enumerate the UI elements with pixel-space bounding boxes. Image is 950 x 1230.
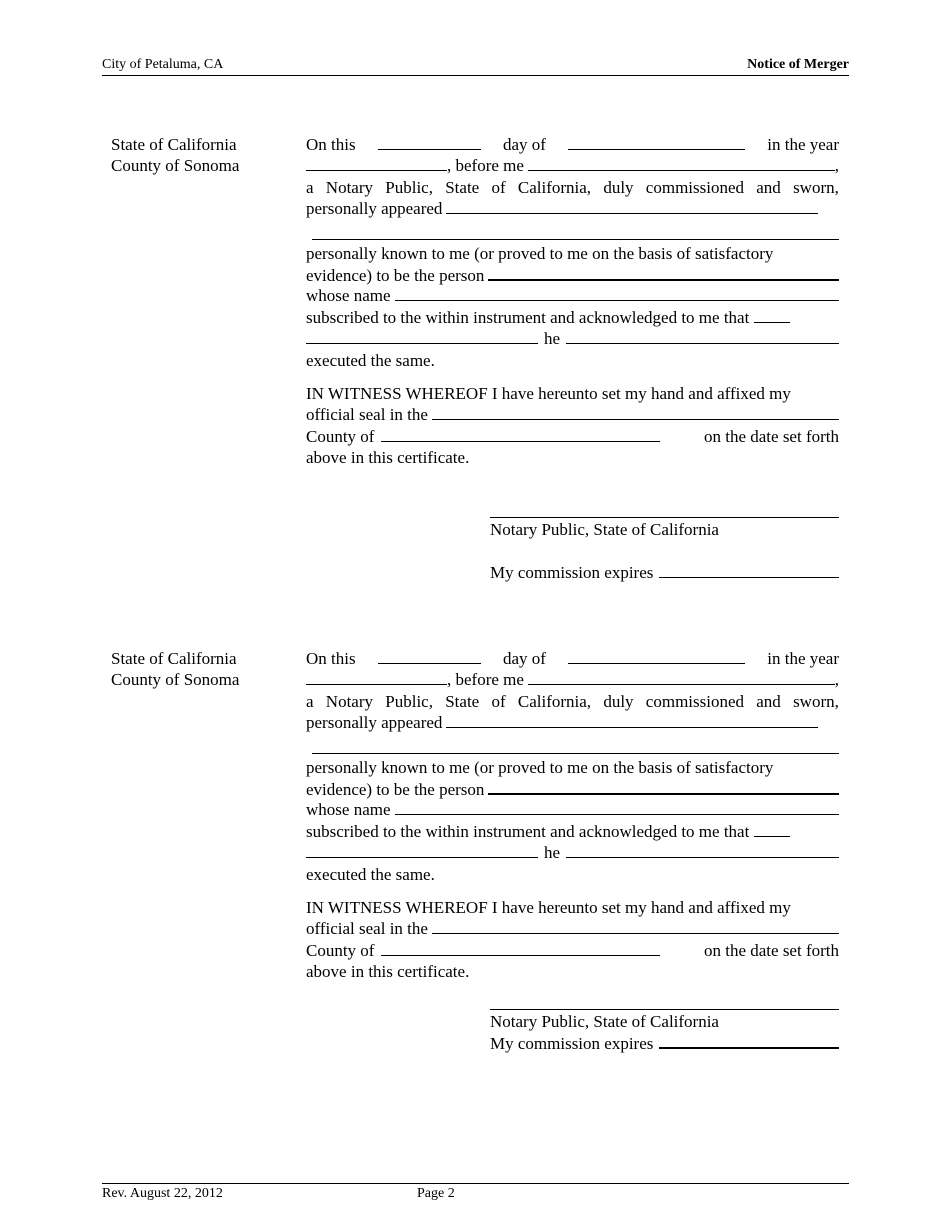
year-blank[interactable] — [306, 669, 447, 685]
text-official-seal: official seal in the — [306, 919, 428, 939]
signature-line[interactable] — [490, 517, 839, 518]
county-blank[interactable] — [381, 426, 660, 442]
whose-name-blank[interactable] — [395, 799, 839, 815]
text-before-me: , before me — [447, 670, 524, 690]
day-blank[interactable] — [378, 648, 481, 664]
acknowledged-blank[interactable] — [754, 307, 790, 323]
text-commission-expires: My commission expires — [490, 1034, 654, 1054]
seal-location-blank[interactable] — [432, 918, 839, 934]
appeared-blank[interactable] — [446, 712, 818, 728]
notary-line: a Notary Public, State of California, duly commissioned and sworn, — [306, 177, 839, 197]
day-blank[interactable] — [378, 134, 481, 150]
text-whose-name: whose name — [306, 800, 391, 820]
page-header — [102, 57, 849, 76]
notary-line: a Notary Public, State of California, duly commissioned and sworn, — [306, 691, 839, 711]
text-date-set-forth: on the date set forth — [703, 940, 839, 960]
appeared-continuation-blank[interactable] — [312, 734, 839, 754]
text-personally-appeared: personally appeared — [306, 713, 443, 733]
text-in-the-year: in the year — [767, 135, 839, 154]
text-evidence: evidence) to be the person — [306, 265, 485, 285]
text-subscribed: subscribed to the within instrument and acknowledged to me that — [306, 307, 750, 327]
page-footer — [102, 1183, 849, 1201]
appeared-blank[interactable] — [446, 198, 818, 214]
seal-location-blank[interactable] — [432, 404, 839, 420]
executed-line: executed the same. — [306, 350, 435, 370]
pronoun-blank-2[interactable] — [566, 842, 839, 858]
acknowledged-blank[interactable] — [754, 821, 790, 837]
signature-block-1 — [490, 517, 839, 584]
text-county-of: County of — [306, 426, 375, 446]
text-in-the-year: in the year — [767, 649, 839, 668]
month-blank[interactable] — [568, 648, 745, 664]
venue — [111, 648, 239, 691]
text-on-this: On this — [306, 649, 356, 668]
year-blank[interactable] — [306, 155, 447, 171]
venue-state: State of California — [111, 135, 237, 154]
known-line: personally known to me (or proved to me on the basis of satisfactory — [306, 757, 774, 777]
text-date-set-forth: on the date set forth — [703, 426, 839, 446]
text-county-of: County of — [306, 940, 375, 960]
text-day-of: day of — [502, 135, 546, 154]
pronoun-blank-1[interactable] — [306, 842, 538, 858]
pronoun-blank-2[interactable] — [566, 328, 839, 344]
acknowledgment-body — [306, 134, 839, 468]
commission-expires-blank[interactable] — [659, 562, 839, 578]
executed-line: executed the same. — [306, 864, 435, 884]
text-before-me: , before me — [447, 156, 524, 176]
text-subscribed: subscribed to the within instrument and acknowledged to me that — [306, 821, 750, 841]
witness-line: IN WITNESS WHEREOF I have hereunto set my hand and affixed my — [306, 897, 791, 917]
county-blank[interactable] — [381, 940, 660, 956]
acknowledgment-body — [306, 648, 839, 982]
text-he: he — [544, 843, 561, 863]
venue-county: County of Sonoma — [111, 156, 240, 176]
text-personally-appeared: personally appeared — [306, 199, 443, 219]
whose-name-blank[interactable] — [395, 285, 839, 301]
signature-block-2 — [490, 1009, 839, 1054]
text-whose-name: whose name — [306, 286, 391, 306]
text-official-seal: official seal in the — [306, 405, 428, 425]
above-line: above in this certificate. — [306, 962, 470, 982]
known-line: personally known to me (or proved to me on the basis of satisfactory — [306, 243, 774, 263]
month-blank[interactable] — [568, 134, 745, 150]
footer-page-number: Page 2 — [417, 1186, 455, 1201]
commission-expires-blank[interactable] — [659, 1032, 839, 1049]
person-blank[interactable] — [488, 264, 839, 281]
text-comma: , — [834, 156, 839, 176]
text-commission-expires: My commission expires — [490, 563, 654, 583]
text-day-of: day of — [502, 649, 546, 668]
witness-line: IN WITNESS WHEREOF I have hereunto set my hand and affixed my — [306, 383, 791, 403]
text-evidence: evidence) to be the person — [306, 779, 485, 799]
venue-state: State of California — [111, 649, 237, 668]
text-on-this: On this — [306, 135, 356, 154]
notary-name-blank[interactable] — [528, 669, 835, 685]
notary-name-blank[interactable] — [528, 155, 835, 171]
signature-line[interactable] — [490, 1009, 839, 1010]
header-title: Notice of Merger — [747, 57, 849, 72]
venue — [111, 134, 239, 177]
notary-title: Notary Public, State of California — [490, 1012, 719, 1031]
notary-title: Notary Public, State of California — [490, 520, 719, 539]
appeared-continuation-blank[interactable] — [312, 220, 839, 240]
header-city: City of Petaluma, CA — [102, 57, 224, 72]
text-comma: , — [834, 670, 839, 690]
venue-county: County of Sonoma — [111, 670, 240, 690]
footer-revision: Rev. August 22, 2012 — [102, 1186, 223, 1201]
above-line: above in this certificate. — [306, 448, 470, 468]
text-he: he — [544, 329, 561, 349]
person-blank[interactable] — [488, 778, 839, 795]
pronoun-blank-1[interactable] — [306, 328, 538, 344]
